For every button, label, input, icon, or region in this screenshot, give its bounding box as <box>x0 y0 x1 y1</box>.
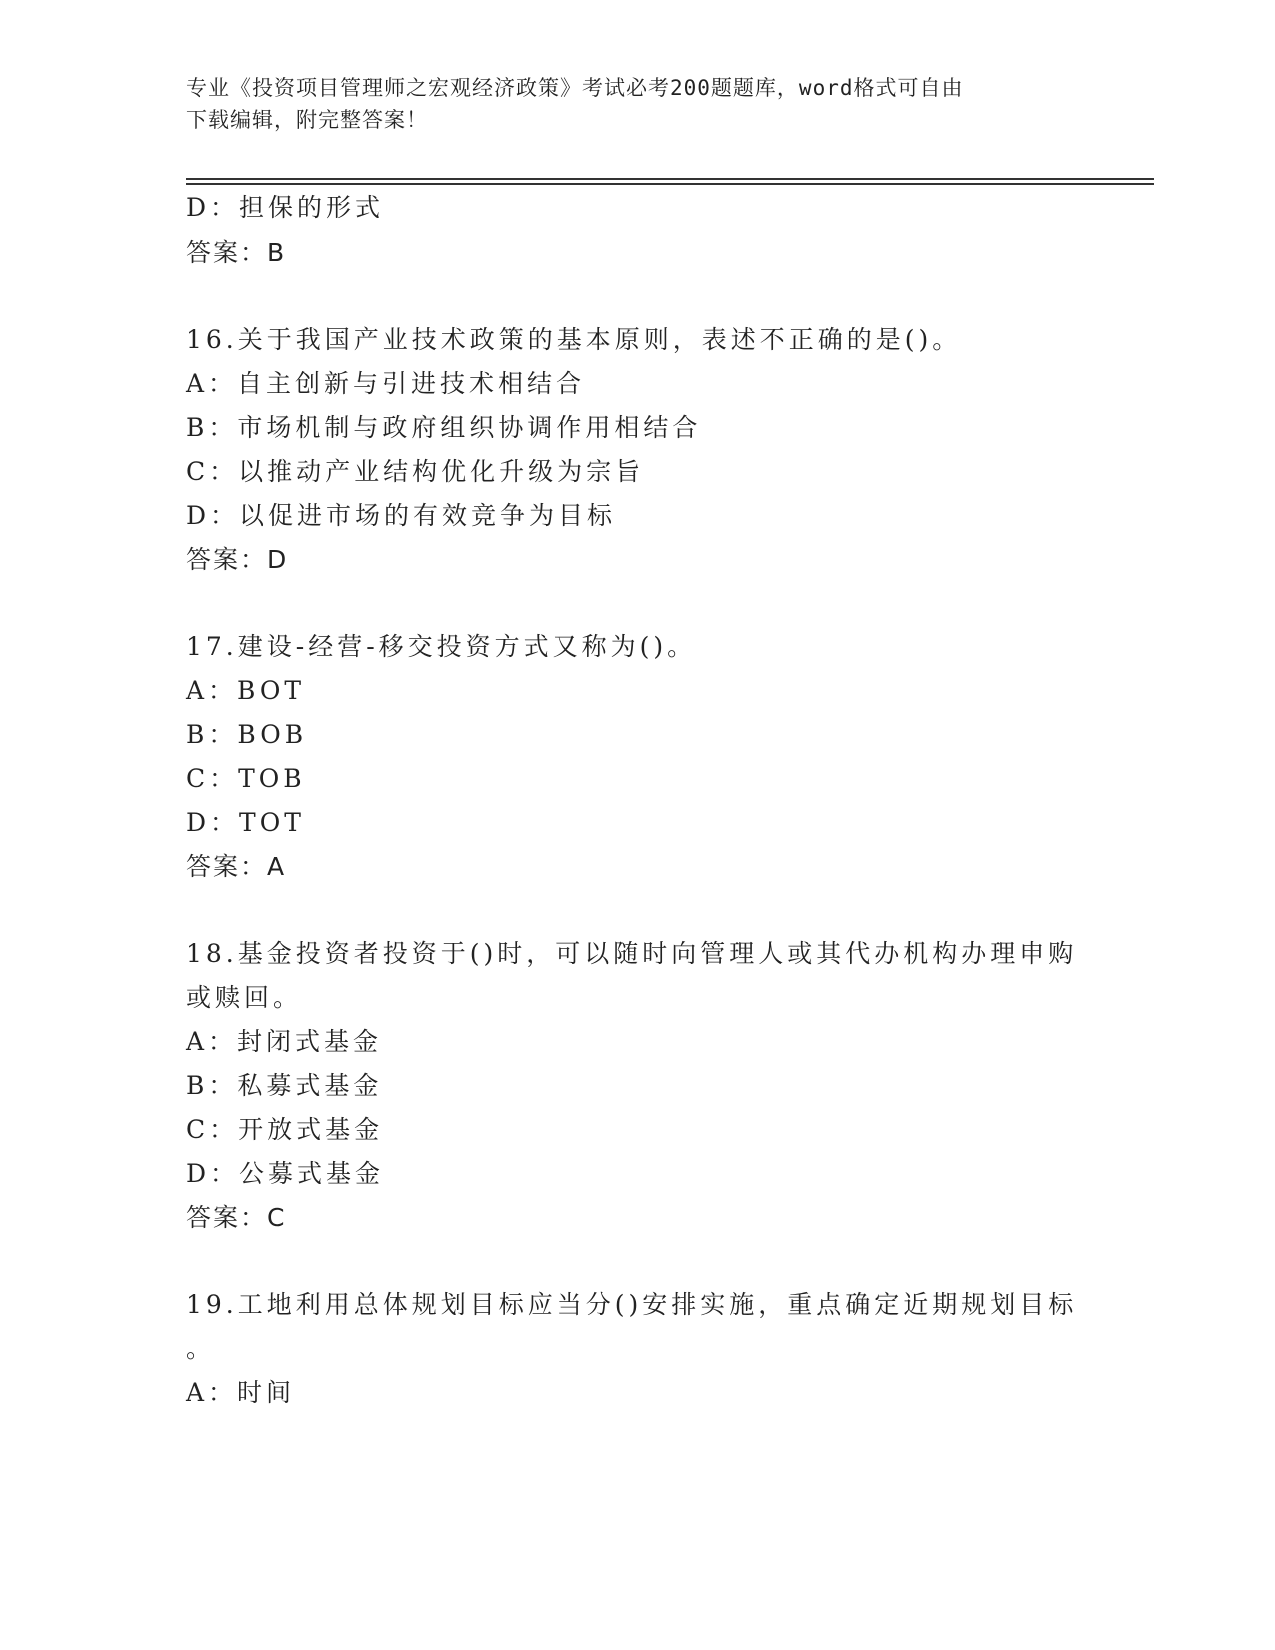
document-header <box>186 72 1066 136</box>
q18-answer: 答案：C <box>186 1203 287 1232</box>
q18-stem-line-1: 18.基金投资者投资于()时，可以随时向管理人或其代办机构办理申购 <box>186 939 1078 968</box>
q17-option-b: B：BOB <box>186 720 308 749</box>
q19-option-a: A：时间 <box>186 1378 296 1407</box>
q17-answer: 答案：A <box>186 852 287 881</box>
q18-option-d: D：公募式基金 <box>186 1159 385 1188</box>
q18-stem-line-2: 或赎回。 <box>186 983 303 1012</box>
header-line-1: 专业《投资项目管理师之宏观经济政策》考试必考200题题库，word格式可自由 <box>186 76 964 100</box>
header-line-2: 下载编辑，附完整答案！ <box>186 108 428 132</box>
q17-option-d: D：TOT <box>186 808 305 837</box>
q17-option-c: C：TOB <box>186 764 306 793</box>
header-divider-top <box>186 178 1154 180</box>
q16-option-c: C：以推动产业结构优化升级为宗旨 <box>186 457 645 486</box>
q16-stem: 16.关于我国产业技术政策的基本原则，表述不正确的是()。 <box>186 325 962 354</box>
q18-option-a: A：封闭式基金 <box>186 1027 383 1056</box>
prev-answer: 答案：B <box>186 238 287 267</box>
prev-option-d: D：担保的形式 <box>186 193 385 222</box>
q16-option-b: B：市场机制与政府组织协调作用相结合 <box>186 413 702 442</box>
q18-option-b: B：私募式基金 <box>186 1071 383 1100</box>
q16-option-a: A：自主创新与引进技术相结合 <box>186 369 586 398</box>
q19-stem-line-1: 19.工地利用总体规划目标应当分()安排实施，重点确定近期规划目标 <box>186 1290 1078 1319</box>
q16-option-d: D：以促进市场的有效竞争为目标 <box>186 501 617 530</box>
q18-option-c: C：开放式基金 <box>186 1115 384 1144</box>
q17-stem: 17.建设-经营-移交投资方式又称为()。 <box>186 632 697 661</box>
q16-answer: 答案：D <box>186 545 289 574</box>
header-divider-bottom <box>186 183 1154 185</box>
q17-option-a: A：BOT <box>186 676 306 705</box>
q19-stem-line-2: 。 <box>186 1334 216 1363</box>
